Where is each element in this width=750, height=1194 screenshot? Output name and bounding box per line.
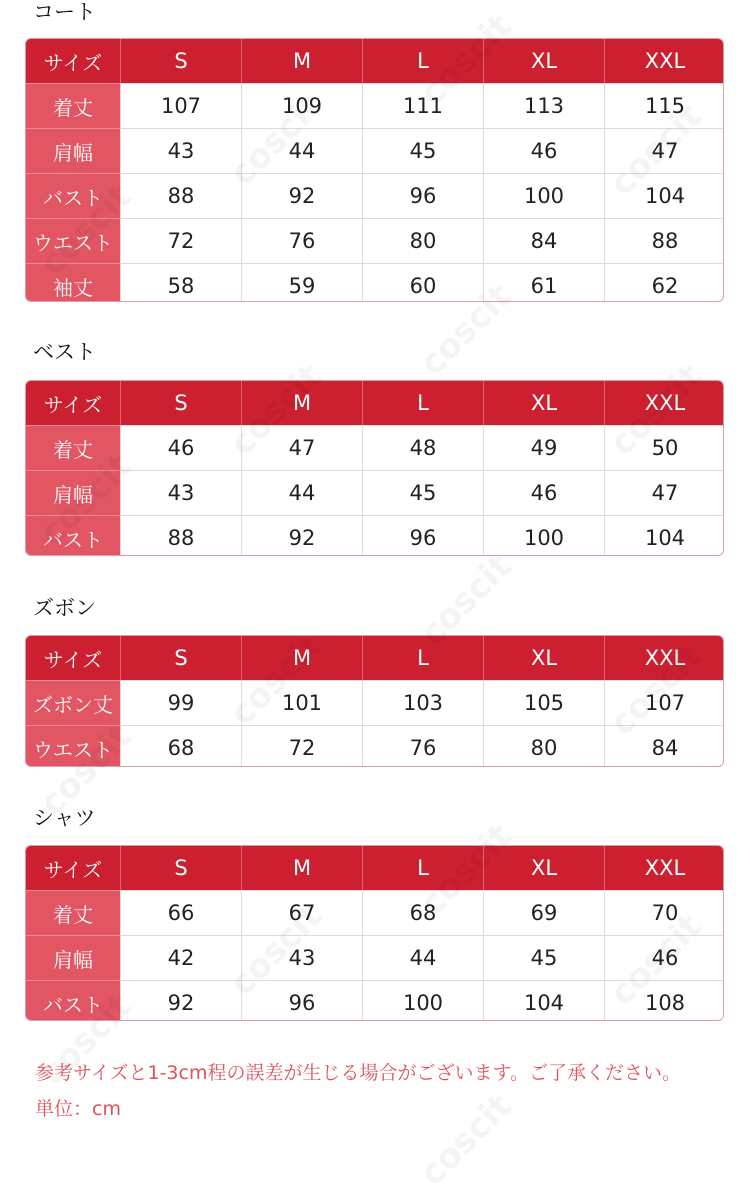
header-size-cell: L (362, 846, 483, 890)
value-cell: 80 (362, 219, 483, 263)
row-label-cell: 肩幅 (26, 470, 120, 515)
header-size-cell: XXL (604, 381, 724, 425)
value-cell: 100 (483, 174, 604, 218)
size-table (25, 635, 724, 767)
unit-note: 単位：cm (35, 1098, 121, 1120)
value-cell: 100 (362, 981, 483, 1021)
header-size-cell: L (362, 39, 483, 83)
row-label-cell: ウエスト (26, 725, 120, 767)
row-label-cell: 着丈 (26, 83, 120, 128)
header-size-cell: XXL (604, 846, 724, 890)
section-title: コート (33, 0, 96, 24)
row-label-cell: ズボン丈 (26, 680, 120, 725)
value-cell: 45 (362, 129, 483, 173)
header-label-cell: サイズ (26, 636, 120, 680)
value-cell: 50 (604, 426, 724, 470)
table-row (26, 128, 723, 173)
value-cell: 44 (241, 471, 362, 515)
value-cell: 45 (483, 936, 604, 980)
table-row (26, 935, 723, 980)
header-size-cell: S (120, 846, 241, 890)
header-size-cell: S (120, 381, 241, 425)
value-cell: 45 (362, 471, 483, 515)
value-cell: 59 (241, 264, 362, 302)
value-cell: 42 (120, 936, 241, 980)
value-cell: 44 (362, 936, 483, 980)
row-label-cell: 袖丈 (26, 263, 120, 302)
value-cell: 46 (120, 426, 241, 470)
value-cell: 101 (241, 681, 362, 725)
value-cell: 115 (604, 84, 724, 128)
value-cell: 72 (241, 726, 362, 767)
value-cell: 108 (604, 981, 724, 1021)
header-size-cell: XXL (604, 636, 724, 680)
header-label-cell: サイズ (26, 39, 120, 83)
row-label-cell: 着丈 (26, 890, 120, 935)
size-table (25, 38, 724, 302)
section-title: シャツ (33, 806, 96, 830)
value-cell: 46 (483, 471, 604, 515)
value-cell: 43 (120, 129, 241, 173)
header-size-cell: L (362, 636, 483, 680)
value-cell: 96 (241, 981, 362, 1021)
value-cell: 43 (120, 471, 241, 515)
value-cell: 44 (241, 129, 362, 173)
value-cell: 67 (241, 891, 362, 935)
header-size-cell: L (362, 381, 483, 425)
table-row (26, 515, 723, 556)
header-size-cell: S (120, 39, 241, 83)
row-label-cell: バスト (26, 980, 120, 1021)
value-cell: 80 (483, 726, 604, 767)
header-size-cell: XL (483, 381, 604, 425)
value-cell: 76 (241, 219, 362, 263)
row-label-cell: 着丈 (26, 425, 120, 470)
table-row (26, 173, 723, 218)
value-cell: 88 (120, 516, 241, 556)
value-cell: 104 (604, 516, 724, 556)
value-cell: 66 (120, 891, 241, 935)
table-row (26, 263, 723, 302)
row-label-cell: 肩幅 (26, 935, 120, 980)
section-title: ズボン (33, 596, 96, 620)
value-cell: 62 (604, 264, 724, 302)
row-label-cell: 肩幅 (26, 128, 120, 173)
value-cell: 96 (362, 174, 483, 218)
value-cell: 111 (362, 84, 483, 128)
table-row (26, 470, 723, 515)
value-cell: 76 (362, 726, 483, 767)
value-cell: 58 (120, 264, 241, 302)
value-cell: 113 (483, 84, 604, 128)
value-cell: 107 (604, 681, 724, 725)
value-cell: 104 (483, 981, 604, 1021)
header-label-cell: サイズ (26, 846, 120, 890)
value-cell: 88 (604, 219, 724, 263)
header-size-cell: S (120, 636, 241, 680)
row-label-cell: バスト (26, 515, 120, 556)
value-cell: 48 (362, 426, 483, 470)
value-cell: 84 (604, 726, 724, 767)
header-size-cell: M (241, 846, 362, 890)
header-size-cell: M (241, 381, 362, 425)
header-size-cell: M (241, 39, 362, 83)
row-label-cell: ウエスト (26, 218, 120, 263)
table-row (26, 680, 723, 725)
value-cell: 43 (241, 936, 362, 980)
header-size-cell: XL (483, 846, 604, 890)
header-size-cell: XXL (604, 39, 724, 83)
value-cell: 105 (483, 681, 604, 725)
table-row (26, 218, 723, 263)
table-row (26, 425, 723, 470)
value-cell: 84 (483, 219, 604, 263)
header-label-cell: サイズ (26, 381, 120, 425)
value-cell: 68 (120, 726, 241, 767)
value-cell: 88 (120, 174, 241, 218)
table-header-row (26, 846, 723, 890)
value-cell: 47 (604, 471, 724, 515)
value-cell: 100 (483, 516, 604, 556)
header-size-cell: M (241, 636, 362, 680)
table-row (26, 83, 723, 128)
table-row (26, 890, 723, 935)
value-cell: 47 (604, 129, 724, 173)
table-row (26, 725, 723, 767)
value-cell: 109 (241, 84, 362, 128)
value-cell: 104 (604, 174, 724, 218)
watermark-logo (412, 1086, 519, 1193)
size-table (25, 845, 724, 1021)
value-cell: 60 (362, 264, 483, 302)
section-title: ベスト (33, 340, 96, 364)
value-cell: 46 (483, 129, 604, 173)
value-cell: 61 (483, 264, 604, 302)
value-cell: 69 (483, 891, 604, 935)
value-cell: 72 (120, 219, 241, 263)
value-cell: 96 (362, 516, 483, 556)
table-header-row (26, 39, 723, 83)
value-cell: 47 (241, 426, 362, 470)
value-cell: 70 (604, 891, 724, 935)
value-cell: 99 (120, 681, 241, 725)
value-cell: 92 (120, 981, 241, 1021)
size-table (25, 380, 724, 556)
table-header-row (26, 636, 723, 680)
value-cell: 107 (120, 84, 241, 128)
value-cell: 92 (241, 516, 362, 556)
disclaimer-note: 参考サイズと1-3cm程の誤差が生じる場合がございます。ご了承ください。 (35, 1062, 681, 1084)
value-cell: 92 (241, 174, 362, 218)
value-cell: 68 (362, 891, 483, 935)
value-cell: 49 (483, 426, 604, 470)
table-header-row (26, 381, 723, 425)
table-row (26, 980, 723, 1021)
header-size-cell: XL (483, 39, 604, 83)
header-size-cell: XL (483, 636, 604, 680)
value-cell: 46 (604, 936, 724, 980)
row-label-cell: バスト (26, 173, 120, 218)
value-cell: 103 (362, 681, 483, 725)
